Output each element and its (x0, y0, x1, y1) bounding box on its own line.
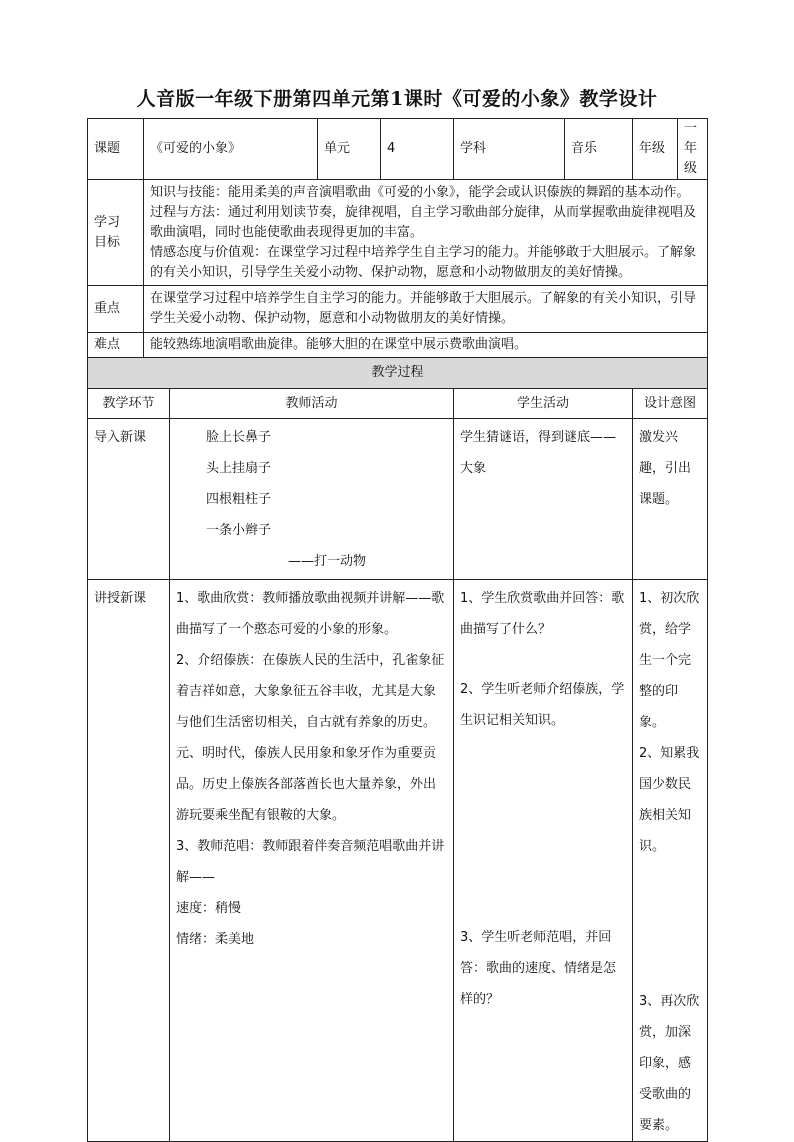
subject-value: 音乐 (565, 119, 633, 180)
teacher-speed: 速度：稍慢 (176, 901, 242, 916)
process-header: 教学过程 (88, 358, 708, 389)
riddle-line: 四根粗柱子 (206, 492, 272, 507)
key-point-row (88, 286, 708, 333)
column-header-row (88, 389, 708, 419)
key-point-text: 在课堂学习过程中培养学生自主学习的能力。并能够敢于大胆展示。了解象的有关小知识，引导学生关爱小动物、保护动物，愿意和小动物做朋友的美好情操。 (144, 286, 708, 333)
key-point-label: 重点 (88, 286, 144, 333)
info-row (88, 119, 708, 180)
riddle-line: 头上挂扇子 (206, 461, 272, 476)
objective-process: 过程与方法：通过利用划读节奏，旋律视唱，自主学习歌曲部分旋律，从而掌握歌曲旋律视唱及歌曲演唱，同时也能使歌曲表现得更加的丰富。 (150, 205, 697, 240)
topic-value: 《可爱的小象》 (144, 119, 318, 180)
column-header-student: 学生活动 (454, 389, 633, 419)
intro-stage: 导入新课 (88, 419, 170, 580)
intro-row (88, 419, 708, 580)
teaching-student (454, 580, 633, 1142)
intent-step-2: 2、知累我国少数民族相关知识。 (639, 746, 700, 854)
intro-intent: 激发兴趣，引出课题。 (633, 419, 708, 580)
intro-student: 学生猜谜语，得到谜底——大象 (454, 419, 633, 580)
topic-label: 课题 (88, 119, 144, 180)
teacher-mood: 情绪：柔美地 (176, 932, 255, 947)
teaching-intent (633, 580, 708, 1142)
column-header-teacher: 教师活动 (170, 389, 454, 419)
teaching-teacher (170, 580, 454, 1142)
unit-value: 4 (381, 119, 454, 180)
objectives-label: 学习目标 (88, 180, 144, 286)
difficulty-row (88, 333, 708, 358)
riddle-line: 一条小辫子 (206, 523, 272, 538)
lesson-plan-table (87, 118, 708, 1142)
objective-knowledge: 知识与技能：能用柔美的声音演唱歌曲《可爱的小象》，能学会或认识傣族的舞蹈的基本动作。 (150, 185, 690, 200)
objectives-content (144, 180, 708, 286)
teacher-step-3: 3、教师范唱：教师跟着伴奏音频范唱歌曲并讲解—— (176, 839, 445, 885)
objective-emotion: 情感态度与价值观：在课堂学习过程中培养学生自主学习的能力。并能够敢于大胆展示。了解象的有关小知识，引导学生关爱小动物、保护动物，愿意和小动物做朋友的美好情操。 (150, 245, 697, 280)
student-step-1: 1、学生欣赏歌曲并回答：歌曲描写了什么？ (460, 591, 625, 637)
difficulty-label: 难点 (88, 333, 144, 358)
process-header-row (88, 358, 708, 389)
teacher-step-1: 1、歌曲欣赏：教师播放歌曲视频并讲解——歌曲描写了一个憨态可爱的小象的形象。 (176, 591, 445, 637)
column-header-stage: 教学环节 (88, 389, 170, 419)
unit-label: 单元 (318, 119, 381, 180)
teaching-row (88, 580, 708, 1142)
document-title: 人音版一年级下册第四单元第1课时《可爱的小象》教学设计 (136, 88, 658, 110)
column-header-intent: 设计意图 (633, 389, 708, 419)
subject-label: 学科 (454, 119, 565, 180)
student-step-2: 2、学生听老师介绍傣族，学生识记相关知识。 (460, 682, 625, 728)
student-step-3: 3、学生听老师范唱，并回答：歌曲的速度、情绪是怎样的？ (460, 930, 617, 1007)
difficulty-text: 能较熟练地演唱歌曲旋律。能够大胆的在课堂中展示费歌曲演唱。 (144, 333, 708, 358)
intent-step-1: 1、初次欣赏，给学生一个完整的印象。 (639, 591, 700, 730)
objectives-row (88, 180, 708, 286)
riddle-line: 脸上长鼻子 (206, 430, 272, 445)
teaching-stage: 讲授新课 (88, 580, 170, 1142)
intent-step-3: 3、再次欣赏，加深印象，感受歌曲的要素。 (639, 994, 700, 1133)
teacher-step-2: 2、介绍傣族：在傣族人民的生活中，孔雀象征着吉祥如意，大象象征五谷丰收，尤其是大象与他们生活密切相关，自古就有养象的历史。元、明时代，傣族人民用象和象牙作为重要贡品。历史上傣族各部落酋长也大量养象，外出游玩要乘坐配有银鞍的大象。 (176, 653, 445, 823)
grade-value: 一年级 (678, 119, 708, 180)
intro-teacher-riddle (170, 419, 454, 580)
grade-label: 年级 (633, 119, 678, 180)
riddle-answer-hint: ——打一动物 (288, 554, 367, 569)
